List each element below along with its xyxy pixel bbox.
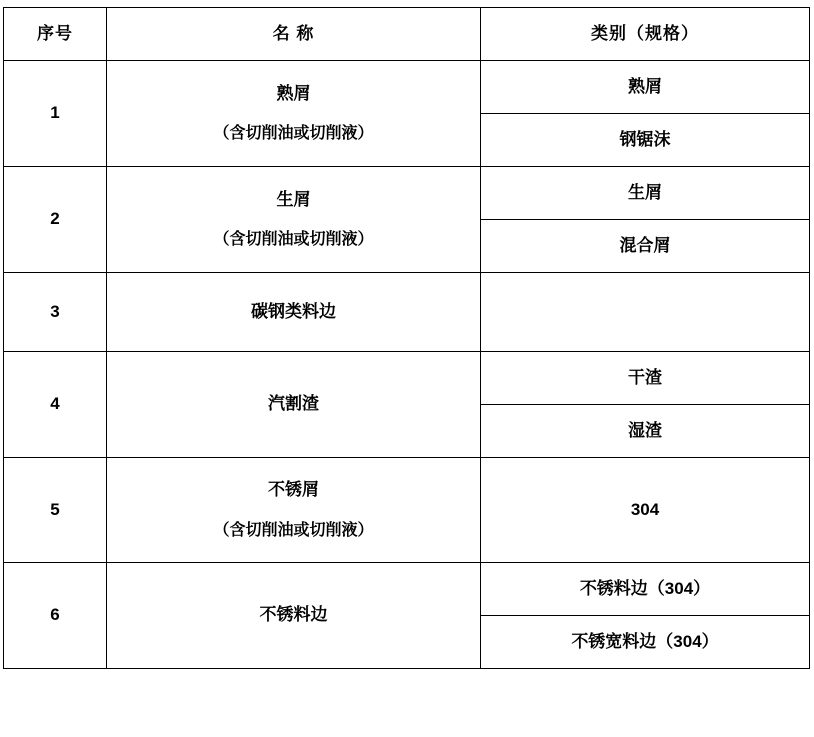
cell-category: 湿渣 [481,405,810,458]
table-row [4,563,810,616]
column-header-index: 序号 [4,8,107,61]
cell-category: 不锈宽料边（304） [481,616,810,669]
cell-name-line2: （含切削油或切削液） [213,231,374,249]
cell-category: 熟屑 [481,61,810,114]
cell-name [107,167,481,273]
cell-name-line2: （含切削油或切削液） [213,521,374,539]
table-row [4,273,810,352]
table-row [4,61,810,114]
cell-name-line1: 熟屑 [276,83,311,103]
column-header-name: 名 称 [107,8,481,61]
cell-name-line1: 碳钢类料边 [251,301,336,321]
table-row [4,167,810,220]
cell-index: 1 [4,61,107,167]
cell-category: 生屑 [481,167,810,220]
table-row [4,352,810,405]
cell-name-line1: 不锈料边 [259,605,328,625]
cell-name-line2: （含切削油或切削液） [213,125,374,143]
table-header-row [4,8,810,61]
cell-index: 5 [4,458,107,563]
cell-name [107,458,481,563]
cell-category: 304 [481,458,810,563]
cell-name-line1: 不锈屑 [268,480,319,500]
table-body [4,61,810,669]
cell-category: 混合屑 [481,220,810,273]
cell-name [107,61,481,167]
cell-index: 6 [4,563,107,669]
cell-name-line1: 生屑 [276,189,311,209]
cell-category [481,273,810,352]
cell-name [107,563,481,669]
cell-index: 4 [4,352,107,458]
spec-table [3,7,810,669]
cell-name [107,352,481,458]
cell-category: 干渣 [481,352,810,405]
cell-category: 不锈料边（304） [481,563,810,616]
cell-name-line1: 汽割渣 [268,394,319,414]
cell-category: 钢锯沫 [481,114,810,167]
cell-index: 3 [4,273,107,352]
document-sheet [0,7,814,737]
cell-name [107,273,481,352]
cell-index: 2 [4,167,107,273]
table-row [4,458,810,563]
column-header-category: 类别（规格） [481,8,810,61]
table-head [4,8,810,61]
